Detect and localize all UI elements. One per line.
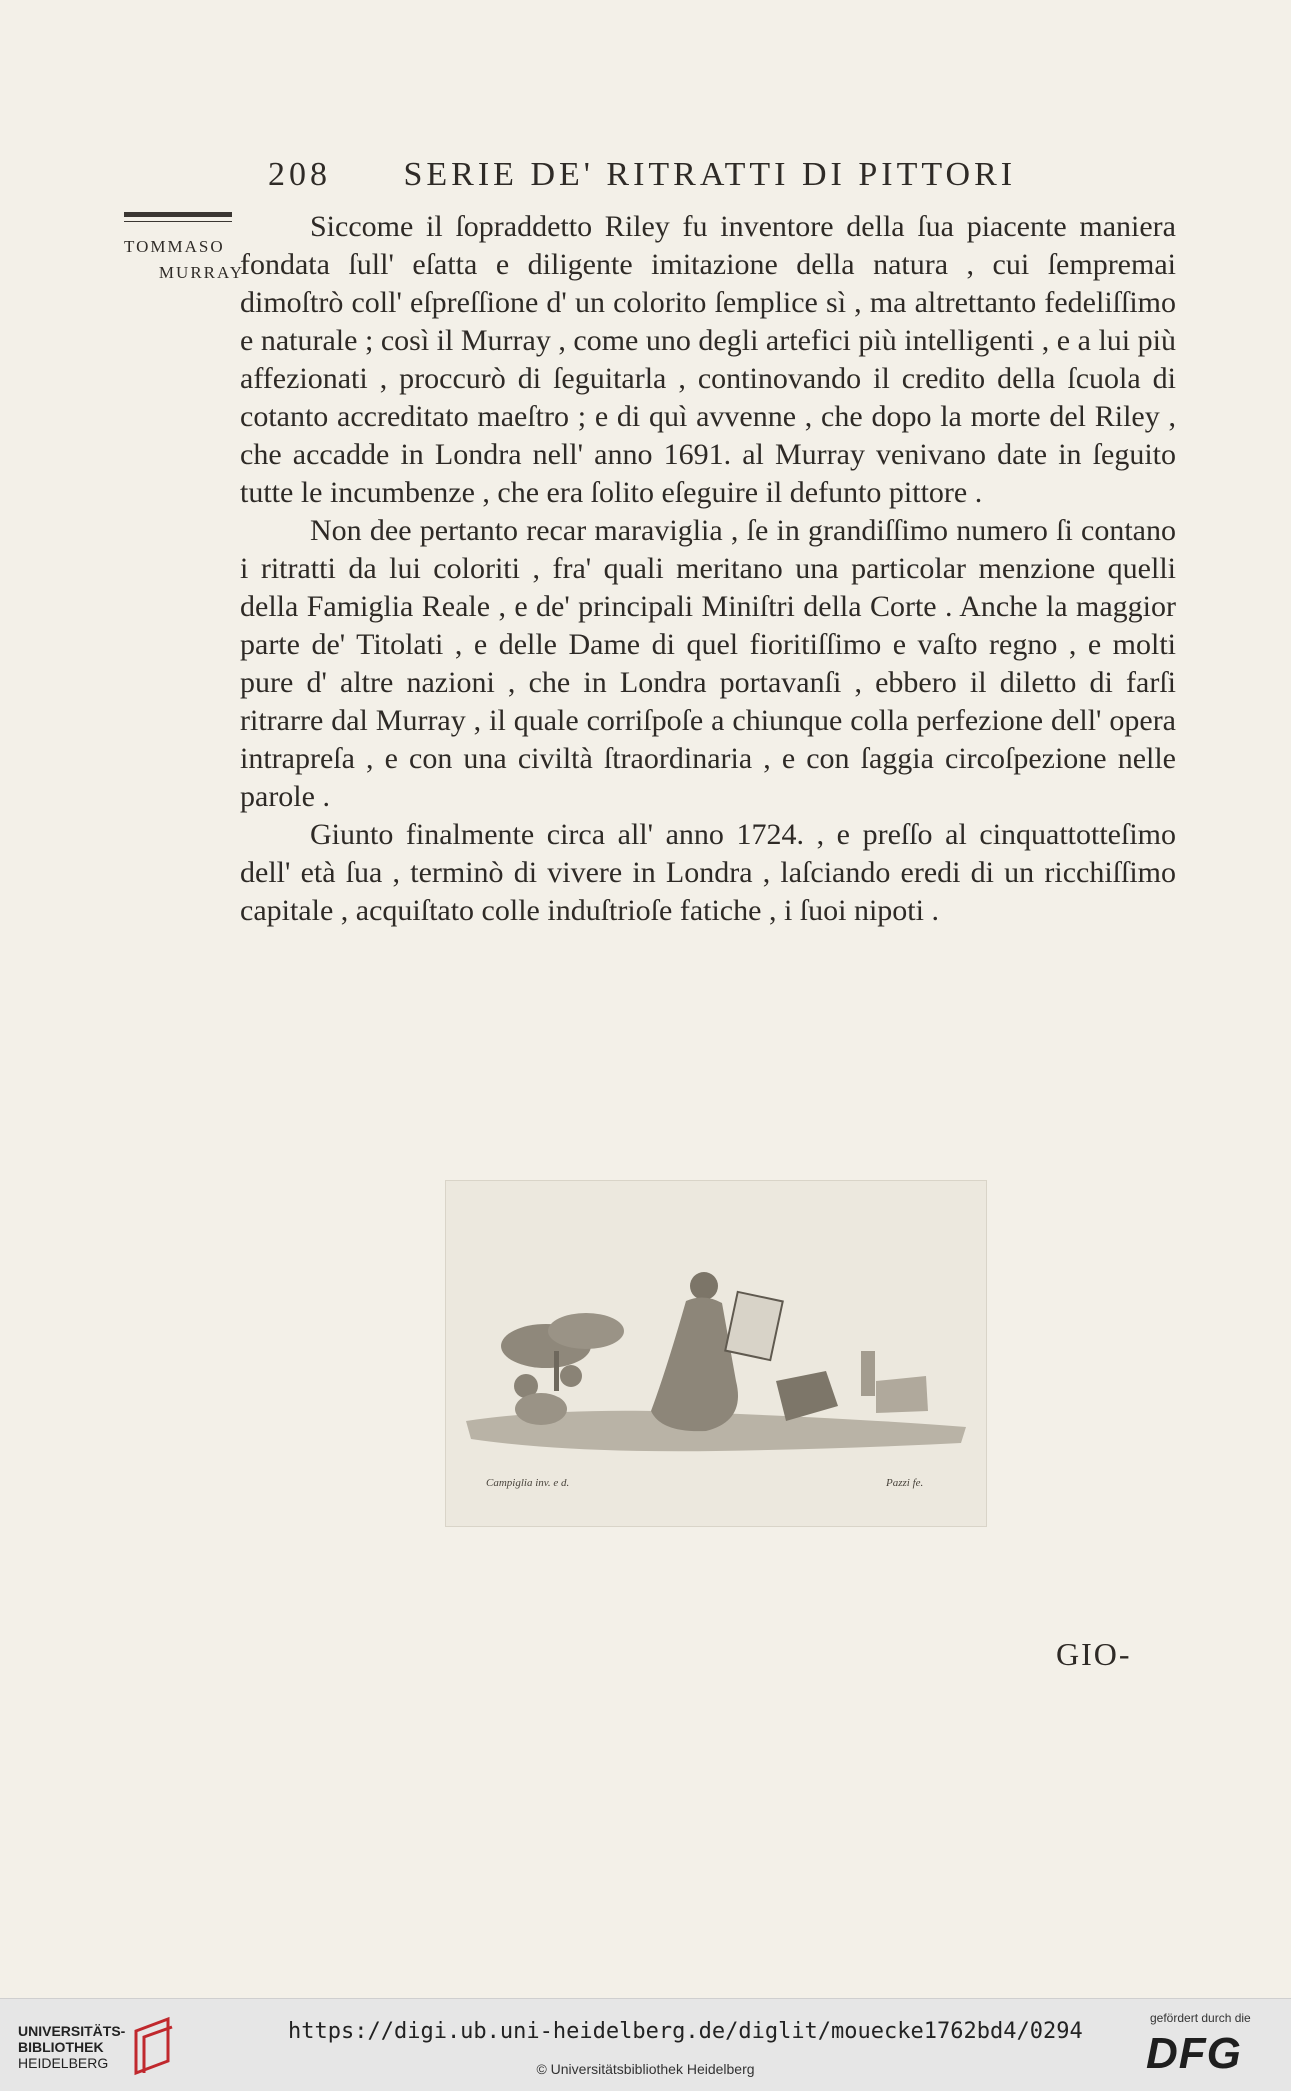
page-number: 208 <box>268 156 331 193</box>
library-line-1: UNIVERSITÄTS- <box>18 2023 126 2039</box>
viewer-footer <box>0 1998 1291 2091</box>
engraving-vignette <box>445 1180 987 1527</box>
tree-left-2 <box>548 1313 624 1349</box>
side-note <box>124 234 244 286</box>
side-note-line-2: MURRAY <box>158 263 244 282</box>
side-note-rule <box>124 212 232 217</box>
dfg-caption: gefördert durch die <box>1150 2011 1251 2025</box>
allegory-engraving-image <box>446 1181 986 1526</box>
paragraph-3: Giunto finalmente circa all' anno 1724. , e preſſo al cinquattotteſimo dell' età ſua , terminò di vivere in Londra , laſciando eredi di un ricchiſſimo capitale , acquiſtato colle induſtrioſe fatiche , i ſuoi nipoti . <box>240 818 1176 927</box>
fallen-vase <box>776 1371 838 1421</box>
side-note-rule-thin <box>124 221 232 222</box>
ruins <box>876 1376 928 1413</box>
side-note-line-1: TOMMASO <box>124 237 225 256</box>
dfg-logo[interactable]: DFG <box>1146 2029 1242 2078</box>
library-line-2: BIBLIOTHEK <box>18 2039 104 2055</box>
drawing-board <box>725 1292 782 1360</box>
tree-trunk <box>554 1351 559 1391</box>
putto-body <box>515 1393 567 1425</box>
permalink-url[interactable]: https://digi.ub.uni-heidelberg.de/diglit/mouecke1762bd4/0294 <box>288 2019 1083 2044</box>
figure-body <box>651 1297 738 1431</box>
running-head <box>268 156 1028 194</box>
copyright-notice: © Universitätsbibliothek Heidelberg <box>536 2061 755 2077</box>
figure-head <box>690 1272 718 1300</box>
engraving-caption-left: Campiglia inv. e d. <box>486 1477 570 1489</box>
catchword: GIO- <box>1056 1636 1132 1672</box>
running-title: SERIE DE' RITRATTI DI PITTORI <box>403 156 1017 193</box>
putto-head-2 <box>560 1365 582 1387</box>
paragraph-1: Siccome il ſopraddetto Riley fu inventore della ſua piacente maniera fondata ſull' eſatta e diligente imitazione della natura , cui ſempremai dimoſtrò coll' eſpreſſione d' un colorito ſemplice sì , ma altrettanto fedeliſſimo e naturale ; così il Murray , come uno degli artefici più intelligenti , e a lui più affezionati , proccurò di ſeguitarla , continovando il credito della ſcuola di cotanto accreditato maeſtro ; e di quì avvenne , che dopo la morte del Riley , che accadde in Londra nell' anno 1691. al Murray venivano date in ſeguito tutte le incumbenze , che era ſolito eſeguire il defunto pittore . <box>240 210 1176 509</box>
engraving-caption-right: Pazzi fe. <box>886 1477 924 1489</box>
body-text <box>240 208 1176 930</box>
paragraph-2: Non dee pertanto recar maraviglia , ſe in grandiſſimo numero ſi contano i ritratti da lui coloriti , fra' quali meritano una particolar menzione quelli della Famiglia Reale , e de' principali Miniſtri della Corte . Anche la maggior parte de' Titolati , e delle Dame di quel fioritiſſimo e vaſto regno , e molti pure d' altre nazioni , che in Londra portavanſi , ebbero il diletto di farſi ritrarre dal Murray , il quale corriſpoſe a chiunque colla perfezione dell' opera intrapreſa , e con una civiltà ſtraordinaria , e con ſaggia circoſpezione nelle parole . <box>240 514 1176 813</box>
tower <box>861 1351 875 1396</box>
library-line-3: HEIDELBERG <box>18 2055 109 2071</box>
